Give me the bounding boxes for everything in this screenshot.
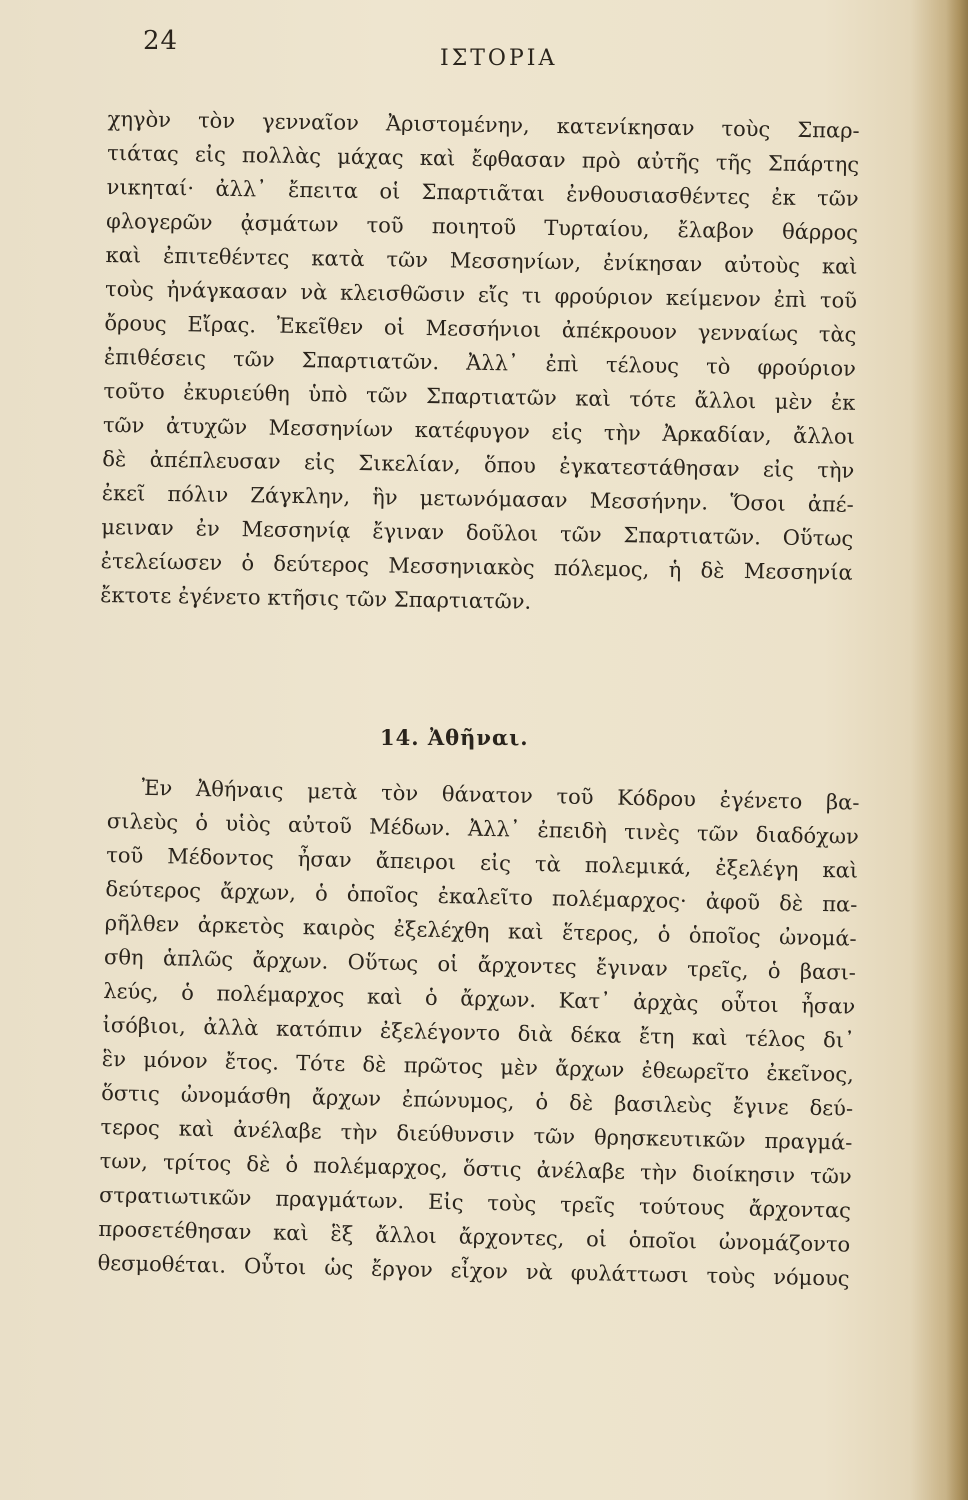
text-line: φλογερῶν ᾀσμάτων τοῦ ποιητοῦ Τυρταίου, ἔλαβον θάρρος — [105, 208, 859, 245]
page-edge-shadow — [946, 0, 968, 1500]
text-line: σιλεὺς ὁ υἱὸς αὐτοῦ Μέδων. Ἀλλ᾽ ἐπειδὴ τινὲς τῶν διαδόχων — [106, 808, 860, 849]
text-line: σθη ἁπλῶς ἄρχων. Οὕτως οἱ ἄρχοντες ἔγιναν τρεῖς, ὁ βασι- — [103, 944, 857, 985]
text-line: των, τρίτος δὲ ὁ πολέμαρχος, ὅστις ἀνέλαβε τὴν διοίκησιν τῶν — [99, 1148, 852, 1189]
text-line: ρῆλθεν ἀρκετὸς καιρὸς ἐξελέχθη καὶ ἕτερος, ὁ ὁποῖος ὠνομά- — [104, 910, 857, 951]
text-line: θεσμοθέται. Οὗτοι ὡς ἔργον εἶχον νὰ φυλάττωσι τοὺς νόμους — [97, 1250, 850, 1291]
text-line: λεύς, ὁ πολέμαρχος καὶ ὁ ἄρχων. Κατ᾽ ἀρχὰς οὗτοι ἦσαν — [103, 978, 856, 1019]
text-line: χηγὸν τὸν γενναῖον Ἀριστομένην, κατενίκησαν τοὺς Σπαρ- — [107, 106, 860, 143]
text-line: τιάτας εἰς πολλὰς μάχας καὶ ἔφθασαν πρὸ αὐτῆς τῆς Σπάρτης — [107, 140, 860, 177]
text-line: Ἐν Ἀθήναις μετὰ τὸν θάνατον τοῦ Κόδρου ἐγένετο βα- — [141, 775, 860, 815]
text-line: μειναν ἐν Μεσσηνίᾳ ἔγιναν δοῦλοι τῶν Σπαρτιατῶν. Οὕτως — [101, 514, 854, 551]
text-line: στρατιωτικῶν πραγμάτων. Εἰς τοὺς τρεῖς τούτους ἄρχοντας — [98, 1182, 852, 1223]
text-line: ὅστις ὠνομάσθη ἄρχων ἐπώνυμος, ὁ δὲ βασιλεὺς ἔγινε δεύ- — [100, 1080, 854, 1121]
text-line: καὶ ἐπιτεθέντες κατὰ τῶν Μεσσηνίων, ἐνίκησαν αὐτοὺς καὶ — [105, 242, 858, 279]
text-line: ἓν μόνον ἔτος. Τότε δὲ πρῶτος μὲν ἄρχων ἐθεωρεῖτο ἐκεῖνος, — [101, 1046, 855, 1087]
text-line: δεύτερος ἄρχων, ὁ ὁποῖος ἐκαλεῖτο πολέμαρχος· ἀφοῦ δὲ πα- — [105, 876, 858, 917]
text-line: ἐκεῖ πόλιν Ζάγκλην, ἣν μετωνόμασαν Μεσσήνην. Ὅσοι ἀπέ- — [101, 480, 854, 517]
text-line: ἰσόβιοι, ἀλλὰ κατόπιν ἐξελέγοντο διὰ δέκα ἔτη καὶ τέλος δι᾽ — [102, 1012, 855, 1053]
text-line: ὄρους Εἴρας. Ἐκεῖθεν οἱ Μεσσήνιοι ἀπέκρουον γενναίως τὰς — [104, 310, 857, 347]
text-line: τοῦτο ἐκυριεύθη ὑπὸ τῶν Σπαρτιατῶν καὶ τότε ἄλλοι μὲν ἐκ — [103, 378, 856, 415]
text-line: προσετέθησαν καὶ ἓξ ἄλλοι ἄρχοντες, οἱ ὁποῖοι ὠνομάζοντο — [98, 1216, 851, 1257]
section-heading-athens: 14. Ἀθῆναι. — [380, 725, 529, 750]
text-line: τοὺς ἠνάγκασαν νὰ κλεισθῶσιν εἴς τι φρούριον κείμενον ἐπὶ τοῦ — [104, 276, 858, 313]
paragraph-athens — [97, 770, 860, 1296]
text-line: τοῦ Μέδοντος ἦσαν ἄπειροι εἰς τὰ πολεμικά, ἐξελέγη καὶ — [105, 842, 859, 883]
text-line: τῶν ἀτυχῶν Μεσσηνίων κατέφυγον εἰς τὴν Ἀρκαδίαν, ἄλλοι — [102, 412, 856, 449]
text-line: ἔκτοτε ἐγένετο κτῆσις τῶν Σπαρτιατῶν. — [100, 582, 532, 614]
running-title: ΙΣΤΟΡΙΑ — [440, 46, 558, 71]
page-number: 24 — [143, 26, 179, 56]
text-line: ἐτελείωσεν ὁ δεύτερος Μεσσηνιακὸς πόλεμος, ἡ δὲ Μεσσηνία — [100, 548, 853, 585]
text-line: δὲ ἀπέπλευσαν εἰς Σικελίαν, ὅπου ἐγκατεστάθησαν εἰς τὴν — [102, 446, 855, 483]
paragraph-messenian-war — [100, 102, 860, 624]
text-line: νικηταί· ἀλλ᾽ ἔπειτα οἱ Σπαρτιᾶται ἐνθουσιασθέντες ἐκ τῶν — [106, 174, 859, 211]
text-line: τερος καὶ ἀνέλαβε τὴν διεύθυνσιν τῶν θρησκευτικῶν πραγμά- — [100, 1114, 853, 1155]
text-line: ἐπιθέσεις τῶν Σπαρτιατῶν. Ἀλλ᾽ ἐπὶ τέλους τὸ φρούριον — [103, 344, 857, 381]
